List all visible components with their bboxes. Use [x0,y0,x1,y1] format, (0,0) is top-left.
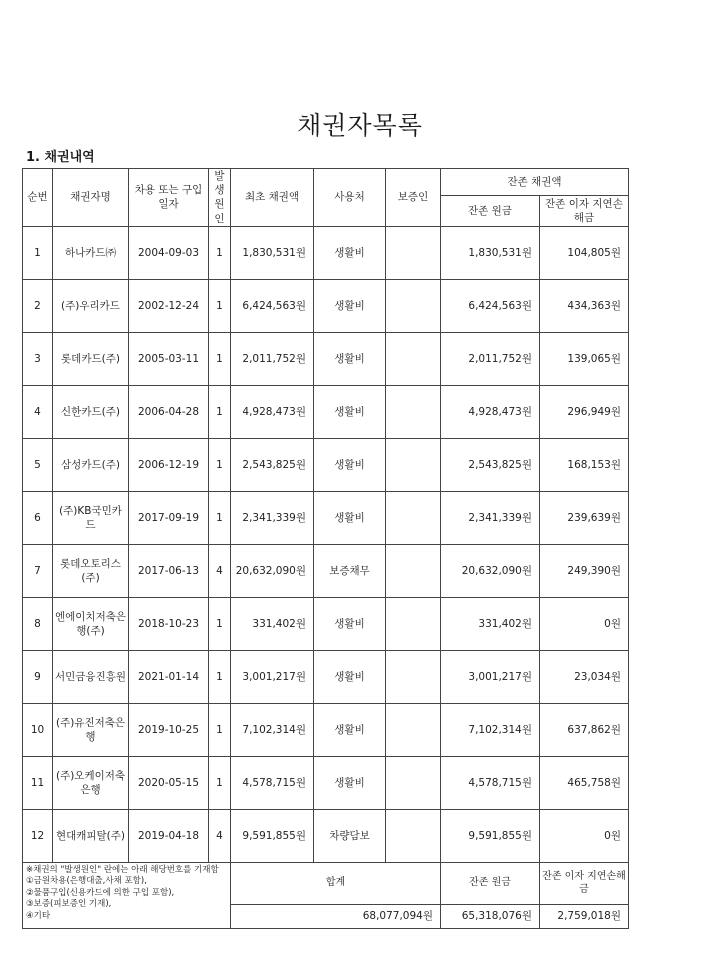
row-number: 6 [23,491,53,544]
remaining-principal: 6,424,563원 [441,279,540,332]
guarantor [386,597,441,650]
header-remaining-principal: 잔존 원금 [441,195,540,226]
page-title: 채권자목록 [297,111,423,140]
initial-amount: 7,102,314원 [231,703,314,756]
usage: 생활비 [314,650,386,703]
borrow-date: 2002-12-24 [129,279,209,332]
creditor-name: (주)KB국민카드 [53,491,129,544]
usage: 생활비 [314,438,386,491]
cause-code: 1 [209,597,231,650]
guarantor [386,756,441,809]
note-line: ②물품구입(신용카드에 의한 구입 포함), [26,887,175,898]
row-number: 3 [23,332,53,385]
remaining-principal: 9,591,855원 [441,809,540,862]
cause-code: 1 [209,385,231,438]
remaining-interest: 23,034원 [540,650,629,703]
table-row [23,491,629,544]
section-heading: 1. 채권내역 [26,150,95,165]
creditor-name: (주)유진저축은행 [53,703,129,756]
row-number: 12 [23,809,53,862]
remaining-interest: 637,862원 [540,703,629,756]
table-row [23,544,629,597]
borrow-date: 2020-05-15 [129,756,209,809]
cause-code: 4 [209,809,231,862]
usage: 생활비 [314,597,386,650]
initial-amount: 9,591,855원 [231,809,314,862]
initial-amount: 2,341,339원 [231,491,314,544]
usage: 생활비 [314,279,386,332]
cause-code: 4 [209,544,231,597]
table-row [23,438,629,491]
cause-code: 1 [209,438,231,491]
initial-amount: 20,632,090원 [231,544,314,597]
table-row [23,756,629,809]
usage: 생활비 [314,703,386,756]
guarantor [386,809,441,862]
footer-row [23,862,629,904]
initial-amount: 3,001,217원 [231,650,314,703]
header-remaining-group: 잔존 채권액 [441,169,629,196]
remaining-interest: 239,639원 [540,491,629,544]
cause-code: 1 [209,650,231,703]
remaining-interest: 104,805원 [540,226,629,279]
guarantor [386,544,441,597]
cause-code: 1 [209,226,231,279]
header-initial: 최초 채권액 [231,169,314,227]
creditor-name: (주)오케이저축은행 [53,756,129,809]
table-row [23,650,629,703]
creditor-name: 신한카드(주) [53,385,129,438]
header-creditor: 채권자명 [53,169,129,227]
creditor-name: 현대캐피탈(주) [53,809,129,862]
usage: 생활비 [314,491,386,544]
remaining-principal: 4,928,473원 [441,385,540,438]
table-row [23,597,629,650]
usage: 보증채무 [314,544,386,597]
usage: 생활비 [314,756,386,809]
note-line: ④기타 [26,910,51,921]
header-no: 순번 [23,169,53,227]
usage: 생활비 [314,332,386,385]
table-row [23,279,629,332]
total-principal: 65,318,076원 [441,904,540,928]
borrow-date: 2004-09-03 [129,226,209,279]
header-row [23,169,629,196]
creditor-table [22,168,629,929]
remaining-principal: 3,001,217원 [441,650,540,703]
creditor-name: (주)우리카드 [53,279,129,332]
borrow-date: 2019-10-25 [129,703,209,756]
usage: 생활비 [314,226,386,279]
creditor-name: 롯데오토리스(주) [53,544,129,597]
total-principal-label: 잔존 원금 [441,862,540,904]
guarantor [386,226,441,279]
borrow-date: 2005-03-11 [129,332,209,385]
cause-code: 1 [209,279,231,332]
remaining-principal: 20,632,090원 [441,544,540,597]
guarantor [386,703,441,756]
cause-code: 1 [209,756,231,809]
initial-amount: 2,011,752원 [231,332,314,385]
row-number: 11 [23,756,53,809]
remaining-principal: 2,011,752원 [441,332,540,385]
borrow-date: 2019-04-18 [129,809,209,862]
remaining-principal: 7,102,314원 [441,703,540,756]
usage: 생활비 [314,385,386,438]
remaining-interest: 249,390원 [540,544,629,597]
cause-code: 1 [209,332,231,385]
note-line: ③보증(피보증인 기재), [26,899,112,910]
table-row [23,703,629,756]
row-number: 8 [23,597,53,650]
header-date: 차용 또는 구입일자 [129,169,209,227]
creditor-name: 엔에이치저축은행(주) [53,597,129,650]
remaining-interest: 0원 [540,597,629,650]
remaining-principal: 2,341,339원 [441,491,540,544]
remaining-principal: 331,402원 [441,597,540,650]
initial-amount: 2,543,825원 [231,438,314,491]
borrow-date: 2021-01-14 [129,650,209,703]
header-guarantor: 보증인 [386,169,441,227]
initial-amount: 6,424,563원 [231,279,314,332]
total-initial: 68,077,094원 [231,904,441,928]
header-usage: 사용처 [314,169,386,227]
total-interest: 2,759,018원 [540,904,629,928]
cause-code: 1 [209,491,231,544]
row-number: 1 [23,226,53,279]
borrow-date: 2006-04-28 [129,385,209,438]
remaining-interest: 0원 [540,809,629,862]
note-line: ①금원차용(은행대출,사채 포함), [26,876,147,887]
guarantor [386,438,441,491]
creditor-name: 서민금융진흥원 [53,650,129,703]
initial-amount: 4,578,715원 [231,756,314,809]
creditor-name: 삼성카드(주) [53,438,129,491]
borrow-date: 2017-06-13 [129,544,209,597]
header-cause: 발생 원인 [209,169,231,227]
cause-notes [23,862,231,928]
table-body [23,226,629,862]
usage: 차량담보 [314,809,386,862]
guarantor [386,491,441,544]
creditor-name: 하나카드㈜ [53,226,129,279]
remaining-principal: 1,830,531원 [441,226,540,279]
borrow-date: 2006-12-19 [129,438,209,491]
remaining-interest: 168,153원 [540,438,629,491]
table-row [23,809,629,862]
row-number: 2 [23,279,53,332]
remaining-principal: 4,578,715원 [441,756,540,809]
guarantor [386,332,441,385]
cause-code: 1 [209,703,231,756]
remaining-interest: 296,949원 [540,385,629,438]
borrow-date: 2018-10-23 [129,597,209,650]
remaining-principal: 2,543,825원 [441,438,540,491]
note-line: ※채권의 "발생원인" 란에는 아래 해당번호를 기재함 [26,864,219,875]
total-interest-label: 잔존 이자 지연손해금 [540,862,629,904]
row-number: 7 [23,544,53,597]
guarantor [386,650,441,703]
borrow-date: 2017-09-19 [129,491,209,544]
initial-amount: 4,928,473원 [231,385,314,438]
table-row [23,385,629,438]
creditor-name: 롯데카드(주) [53,332,129,385]
initial-amount: 331,402원 [231,597,314,650]
remaining-interest: 139,065원 [540,332,629,385]
table-row [23,226,629,279]
row-number: 4 [23,385,53,438]
row-number: 10 [23,703,53,756]
initial-amount: 1,830,531원 [231,226,314,279]
row-number: 9 [23,650,53,703]
table-row [23,332,629,385]
guarantor [386,385,441,438]
remaining-interest: 465,758원 [540,756,629,809]
row-number: 5 [23,438,53,491]
guarantor [386,279,441,332]
total-label: 합계 [231,862,441,904]
remaining-interest: 434,363원 [540,279,629,332]
header-remaining-interest: 잔존 이자 지연손해금 [540,195,629,226]
